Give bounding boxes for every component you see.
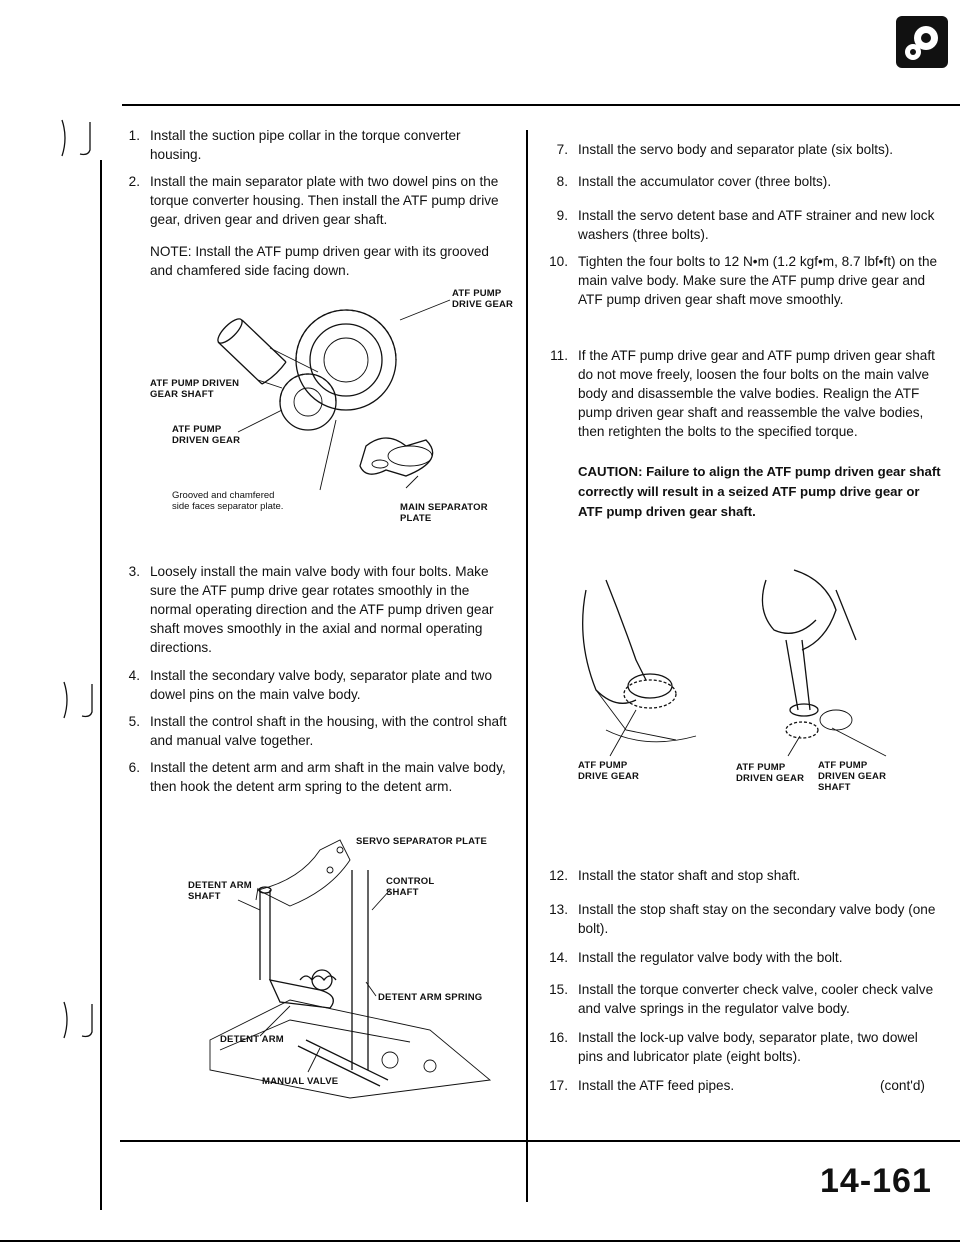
- step-number: 5.: [128, 714, 140, 729]
- step-number: 14.: [549, 950, 568, 965]
- step-16: [546, 1028, 942, 1066]
- step-13: [546, 900, 942, 938]
- page-number: 14-161: [820, 1162, 932, 1200]
- margin-mark-middle: [62, 680, 102, 720]
- label-driven-gear: ATF PUMP DRIVEN GEAR: [172, 424, 241, 446]
- pump-gear-illustration: [150, 280, 520, 520]
- step-number: 15.: [549, 982, 568, 997]
- label-fig3-driven-gear: ATF PUMP DRIVEN GEAR: [736, 762, 805, 784]
- step-text: Install the suction pipe collar in the torque converter housing.: [150, 128, 461, 162]
- step-text: Install the detent arm and arm shaft in the main valve body, then hook the detent arm spring to the detent arm.: [150, 760, 506, 794]
- note-text: NOTE: Install the ATF pump driven gear with its grooved and chamfered side facing down.: [150, 244, 489, 278]
- step-number: 10.: [549, 254, 568, 269]
- step-text: If the ATF pump drive gear and ATF pump driven gear shaft do not move freely, loosen the four bolts on the main valve body and disassemble the valve bodies. Realign the ATF pump driven gear shaft and reassemble the valve bodies, then retighten the bolts to the specified torque.: [578, 348, 935, 439]
- step-7: [546, 140, 942, 159]
- margin-mark-top: [60, 118, 100, 158]
- step-text: Tighten the four bolts to 12 N•m (1.2 kgf•m, 8.7 lbf•ft) on the main valve body. Make sure the ATF pump drive gear and ATF pump driven gear shaft move smoothly.: [578, 254, 938, 307]
- step-number: 1.: [128, 128, 140, 143]
- step-number: 6.: [128, 760, 140, 775]
- margin-mark-bottom: [62, 1000, 102, 1040]
- step-5: [118, 712, 510, 750]
- step-text: Install the accumulator cover (three bolts).: [578, 174, 832, 189]
- continued-marker: (cont'd): [880, 1078, 925, 1093]
- step-14: [546, 948, 942, 967]
- step-9: [546, 206, 942, 244]
- step-number: 12.: [549, 868, 568, 883]
- step-number: 11.: [550, 348, 568, 363]
- step-text: Install the stop shaft stay on the secondary valve body (one bolt).: [578, 902, 936, 936]
- step-text: Install the ATF feed pipes.: [578, 1078, 735, 1093]
- step-8: [546, 172, 942, 191]
- step-17: [546, 1076, 846, 1095]
- step-number: 8.: [556, 174, 568, 189]
- label-servo-separator: SERVO SEPARATOR PLATE: [356, 836, 488, 847]
- step-2: [118, 172, 510, 229]
- step-text: Loosely install the main valve body with four bolts. Make sure the ATF pump drive gear rotates smoothly in the normal operating direction and the ATF pump driven gear shaft moves smoothly in the axial and normal operating directions.: [150, 564, 494, 655]
- step-11: [546, 346, 942, 441]
- label-fig3-driven-gear-shaft: ATF PUMP DRIVEN GEAR SHAFT: [818, 760, 887, 793]
- step-text: Install the main separator plate with two dowel pins on the torque converter housing. Then install the ATF pump drive gear, driven gear and driven gear shaft.: [150, 174, 499, 227]
- step-1: [118, 126, 510, 164]
- label-detent-arm: DETENT ARM: [220, 1034, 284, 1045]
- step-number: 3.: [128, 564, 140, 579]
- step-number: 7.: [556, 142, 568, 157]
- column-divider: [526, 130, 528, 1202]
- left-margin-line: [100, 160, 102, 1210]
- step-number: 9.: [556, 208, 568, 223]
- gear-alignment-illustration: [566, 560, 946, 770]
- step-text: Install the stator shaft and stop shaft.: [578, 868, 801, 883]
- step-number: 17.: [549, 1078, 568, 1093]
- label-detent-arm-spring: DETENT ARM SPRING: [378, 992, 483, 1003]
- step-number: 16.: [549, 1030, 568, 1045]
- step-text: Install the lock-up valve body, separator plate, two dowel pins and lubricator plate (eight bolts).: [578, 1030, 918, 1064]
- step-number: 13.: [549, 902, 568, 917]
- step-10: [546, 252, 942, 309]
- step-number: 4.: [128, 668, 140, 683]
- step-text: Install the secondary valve body, separator plate and two dowel pins on the main valve body.: [150, 668, 493, 702]
- step-12: [546, 866, 942, 885]
- step-4: [118, 666, 510, 704]
- detent-arm-illustration: [190, 830, 510, 1100]
- label-fig3-drive-gear: ATF PUMP DRIVE GEAR: [578, 760, 640, 782]
- label-detent-arm-shaft: DETENT ARM SHAFT: [188, 880, 252, 902]
- caution-text: CAUTION: Failure to align the ATF pump driven gear shaft correctly will result in a seized ATF pump drive gear or ATF pump driven gear shaft.: [578, 464, 941, 519]
- step-3: [118, 562, 510, 657]
- step-text: Install the servo body and separator plate (six bolts).: [578, 142, 894, 157]
- label-drive-gear: ATF PUMP DRIVE GEAR: [452, 288, 514, 310]
- step-number: 2.: [128, 174, 140, 189]
- step-6: [118, 758, 510, 796]
- step-text: Install the servo detent base and ATF strainer and new lock washers (three bolts).: [578, 208, 935, 242]
- step-text: Install the control shaft in the housing, with the control shaft and manual valve together.: [150, 714, 507, 748]
- header-rule: [122, 104, 960, 106]
- label-manual-valve: MANUAL VALVE: [262, 1076, 339, 1087]
- label-driven-gear-shaft: ATF PUMP DRIVEN GEAR SHAFT: [150, 378, 240, 400]
- step-text: Install the torque converter check valve, cooler check valve and valve springs in the regulator valve body.: [578, 982, 934, 1016]
- step-15: [546, 980, 942, 1018]
- transmission-section-icon: [896, 16, 948, 68]
- label-main-separator: MAIN SEPARATOR PLATE: [400, 502, 488, 524]
- footer-rule: [120, 1140, 960, 1142]
- label-grooved-note: Grooved and chamfered side faces separator plate.: [172, 490, 284, 512]
- label-control-shaft: CONTROL SHAFT: [386, 876, 435, 898]
- step-text: Install the regulator valve body with the bolt.: [578, 950, 843, 965]
